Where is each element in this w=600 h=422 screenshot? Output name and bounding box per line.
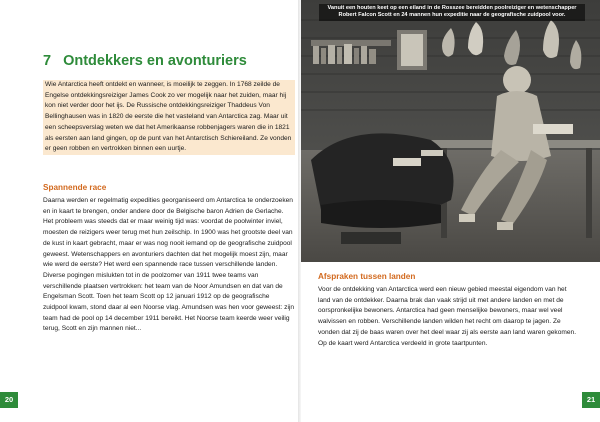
section-heading-agreements: Afspraken tussen landen xyxy=(318,272,416,281)
section-paragraph-agreements: Voor de ontdekking van Antarctica werd een nieuw gebied meestal eigendom van het land van de ontdekker. Daarna brak dan vaak strijd uit met andere landen en met de oorspronkelijke bewoners. Antarctica had geen menselijke bewoners, maar wel veel walvissen en robben. Verschillende landen wilden het recht om daarop te jagen. Ze vonden dat zij de baas waren over het deel waar zij als eerste aan land waren gekomen. Op de kaart werd Antarctica verdeeld in grote taartpunten. xyxy=(318,286,577,347)
page-number-left: 20 xyxy=(0,392,18,408)
chapter-title xyxy=(43,53,247,69)
historical-photo xyxy=(301,0,600,262)
page-number-right: 21 xyxy=(582,392,600,408)
section-paragraph-race: Daarna werden er regelmatig expedities georganiseerd om Antarctica te onderzoeken en in kaart te brengen, onder andere door de Belgische baron Adrien de Gerlache. Het probleem was steeds dat er maar weinig tijd was: voordat de poolwinter inviel, moesten de reizigers weer terug met hun zeilschip. In 1900 was het grootste deel van de kust in kaart gebracht, maar er was nog nooit iemand op de geografische zuidpool geweest. Wetenschappers en avonturiers dachten dat het mogelijk moest zijn, maar wie werd de eerste? Het werd een spannende race tussen verschillende landen. Diverse pogingen mislukten tot in de poolzomer van 1911 twee teams van verschillende plaatsen vertrokken: het team van de Noor Amundsen en dat van de Engelsman Scott. Toen het team Scott op 12 januari 1912 op de geografische zuidpool kwam, stond daar al een Noorse vlag. Amundsen was hen voor geweest: zijn team had de pool op 14 december 1911 bereikt. Het Noorse team keerde weer veilig terug, Scott en zijn mannen niet... xyxy=(43,197,295,333)
photo-caption: Vanuit een houten keet op een eiland in de Rosszee bereidden poolreiziger en wetenschapper Robert Falcon Scott en 24 mannen hun expeditie naar de geografische zuidpool voor. xyxy=(319,4,585,21)
chapter-title-text: Ontdekkers en avonturiers xyxy=(63,53,247,69)
left-page xyxy=(0,0,298,422)
section-heading-race: Spannende race xyxy=(43,183,107,192)
intro-paragraph: Wie Antarctica heeft ontdekt en wanneer, is moeilijk te zeggen. In 1768 zeilde de Engelse ontdekkingsreiziger James Cook zo ver mogelijk naar het zuiden, maar hij kon niet verder door het ijs. De Russische ontdekkingsreiziger Thaddeus Von Bellinghausen was in 1820 de eerste die het vasteland van Antarctica zag. Maar uit een scheepsverslag weten we dat het Amerikaanse robbenjagers waren die in 1821 als eersten aan land gingen, op de punt van het Antarctisch Schiereiland. Ze vonden er geen robben en vertrokken binnen een uurtje. xyxy=(43,80,295,155)
photo-illustration xyxy=(301,0,600,262)
chapter-number: 7 xyxy=(43,53,52,69)
